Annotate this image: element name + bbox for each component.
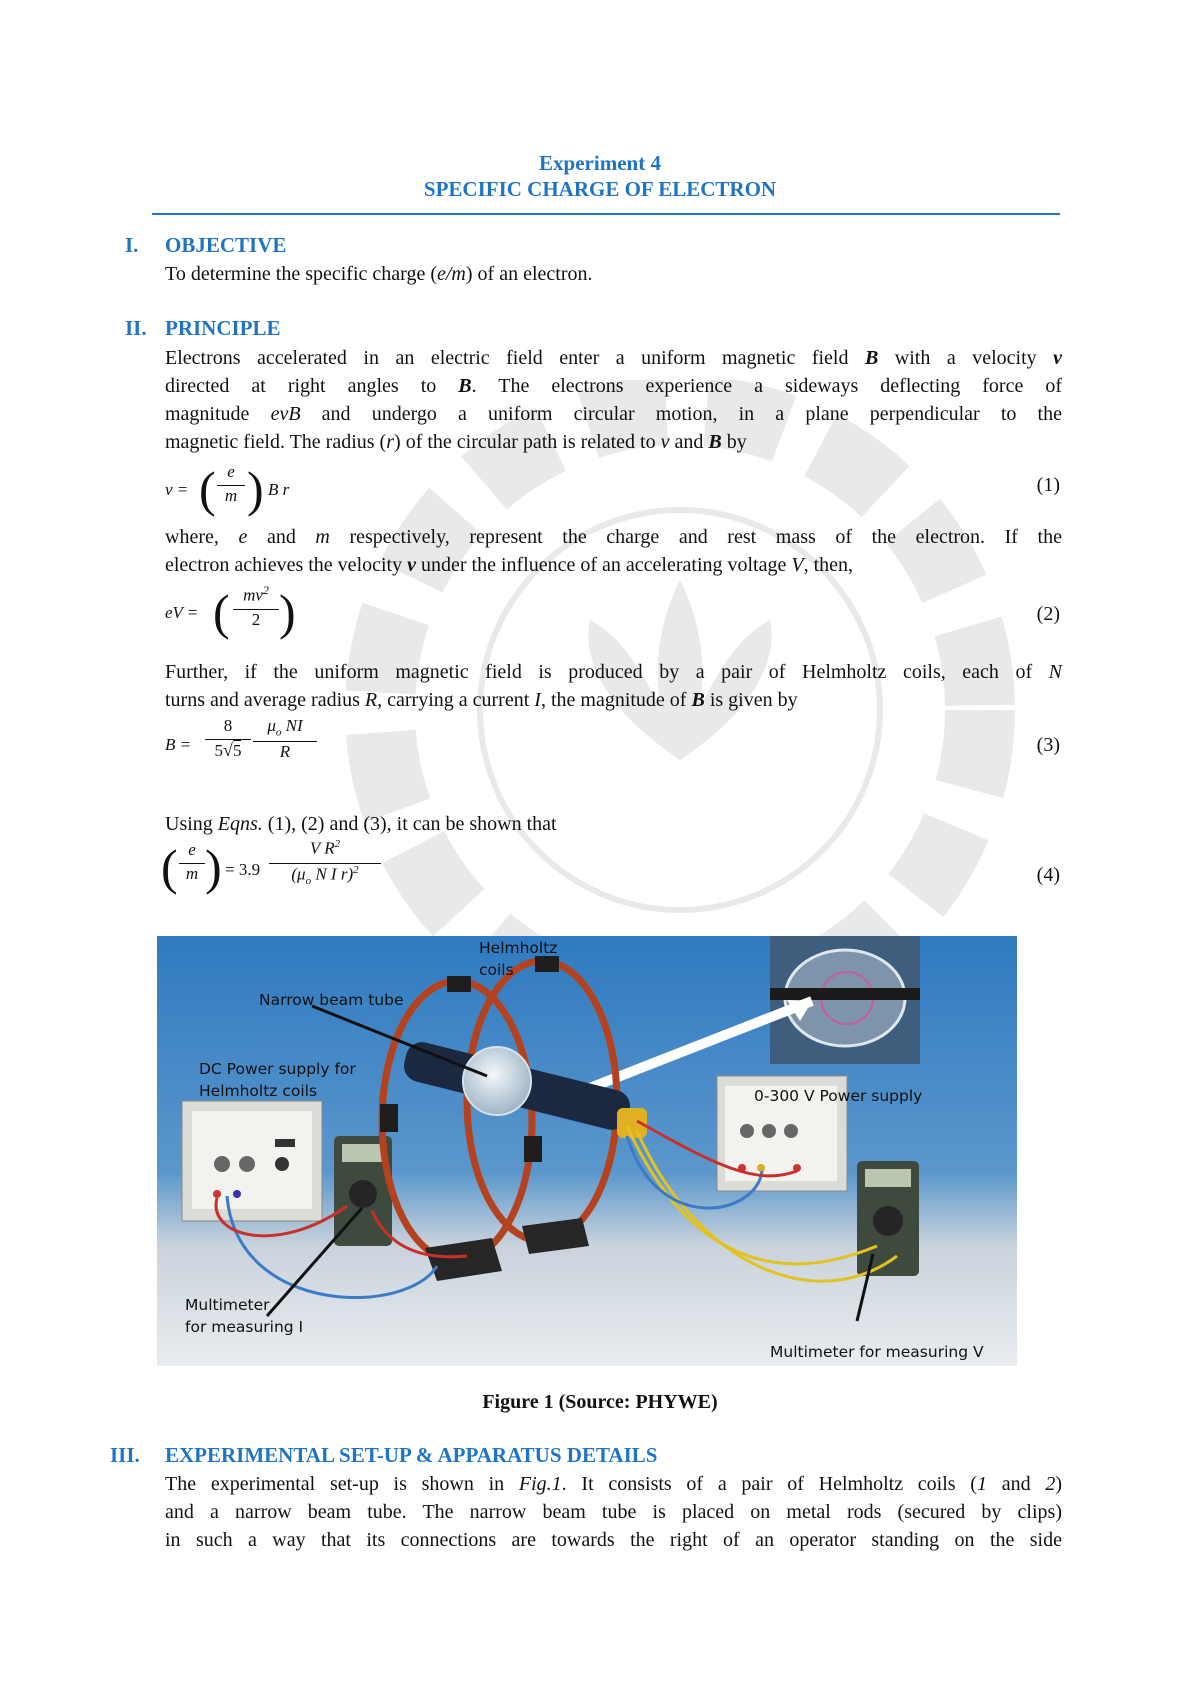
apparatus-photo <box>157 936 1017 1366</box>
section-title-setup: EXPERIMENTAL SET-UP & APPARATUS DETAILS <box>165 1443 658 1467</box>
principle-paragraph-3: Further, if the uniform magnetic field is produced by a pair of Helmholtz coils, each of N turns and average radius R, carrying a current I, the magnitude of B is given by <box>165 661 1062 711</box>
figure-caption: Figure 1 (Source: PHYWE) <box>482 1391 718 1413</box>
equation-1: v = ( $\frac{e}{m}$ ) B r <box>165 461 290 517</box>
equation-4-number: (4) <box>1036 864 1060 886</box>
label-narrow-beam-tube: Narrow beam tube <box>259 991 404 1009</box>
label-multimeter-voltage: Multimeter for measuring V <box>770 1343 984 1361</box>
equation-2-number: (2) <box>1036 603 1060 625</box>
section-number-setup: III. <box>110 1443 140 1467</box>
equation-3: B = $\frac{8}{5√5}$ $\frac{\mu_o NI}{R}$ <box>165 716 345 776</box>
experiment-number: Experiment 4 <box>539 151 661 175</box>
page-title: SPECIFIC CHARGE OF ELECTRON <box>423 177 777 201</box>
principle-paragraph-4: Using Eqns. (1), (2) and (3), it can be shown that <box>165 813 557 835</box>
principle-paragraph-1: Electrons accelerated in an electric field enter a uniform magnetic field B with a velocity v directed at right angles to B. The electrons experience a sideways deflecting force of magnitude evB and undergo a uniform circular motion, in a plane perpendicular to the magnetic field. The radius (r) of the circular path is related to v and B by <box>165 347 1063 453</box>
equation-3-number: (3) <box>1036 734 1060 756</box>
setup-paragraph: The experimental set-up is shown in Fig.1. It consists of a pair of Helmholtz coils (1 and 2) and a narrow beam tube. The narrow beam tube is placed on metal rods (secured by clips) in such a way that its connections are towards the right of an operator standing on the side <box>165 1473 1062 1551</box>
section-number-principle: II. <box>125 316 147 340</box>
principle-paragraph-2: where, e and m respectively, represent the charge and rest mass of the electron. If the electron achieves the velocity v under the influence of an accelerating voltage V, then, <box>165 526 1062 576</box>
section-title-objective: OBJECTIVE <box>165 233 287 257</box>
equation-4: ( $\frac{e}{m}$ ) = 3.9 $\frac{V R^2}{(\mu_o N I r)^2}$ <box>165 838 405 904</box>
objective-text: To determine the specific charge (e/m) of an electron. <box>165 263 593 285</box>
label-multimeter-current: Multimeter for measuring I <box>185 1296 304 1336</box>
label-dc-power-supply: DC Power supply for Helmholtz coils <box>199 1060 356 1100</box>
label-power-supply-300v: 0-300 V Power supply <box>754 1087 923 1105</box>
equation-2: eV = ( $\frac{mv^2}{2}$ ) <box>165 583 296 640</box>
equation-1-number: (1) <box>1036 474 1060 496</box>
section-title-principle: PRINCIPLE <box>165 316 281 340</box>
label-helmholtz-coils: Helmholtz coils <box>479 939 558 979</box>
section-number-objective: I. <box>125 233 139 257</box>
title-divider <box>152 213 1060 215</box>
